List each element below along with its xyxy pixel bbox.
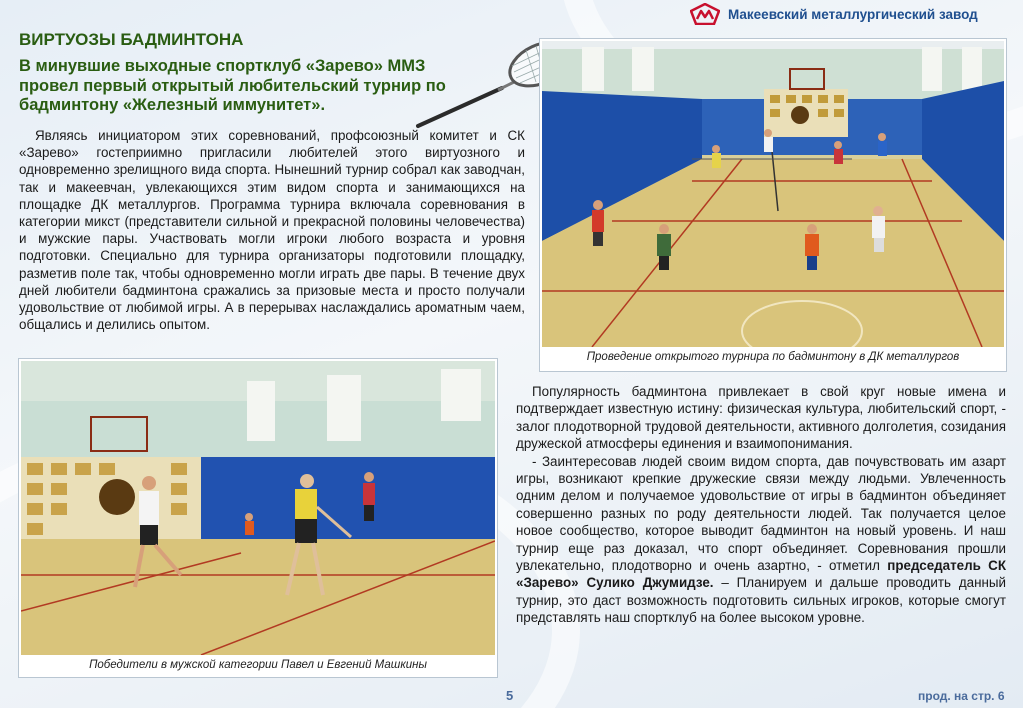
photo-caption-bottom: Победители в мужской категории Павел и Евгений Машкины [89, 659, 427, 671]
quote-ending: – Планируем и дальше проводить данный турнир, это даст возможность подготовить сильных игроков, которые смогут представлять наш спортклуб на более высоком уровне. [516, 575, 1006, 626]
photo-tournament [539, 38, 1007, 372]
quote-author: председатель СК «Зарево» Сулико Джумидзе. [516, 558, 1007, 591]
page-number: 5 [506, 688, 514, 703]
winners-court-photo [21, 361, 495, 655]
company-name: Макеевский металлургический завод [728, 6, 978, 22]
continued-link[interactable]: прод. на стр. 6 [918, 689, 1005, 703]
quote-text: - Заинтересовав людей своим видом спорта, дав почувствовать им азарт игры, возникают крепкие дружеские связи между людьми. Увлеченность одним делом и получаемое удовольствие от игры в бадминтон объединяет совершенно разных по роду деятельности людей. Так получается целое новое сообщество, которое выводит бадминтон на новый уровень. И наш турнир еще раз доказал, что спорт объединяет. Соревнования прошли увлекательно, плодотворно и очень азартно, - отметил [516, 453, 1006, 574]
section-title: ВИРТУОЗЫ БАДМИНТОНА [19, 30, 244, 49]
paragraph-popularity: Популярность бадминтона привлекает в свой круг новые имена и подтверждает известную истину: физическая культура, любительский спорт, - залог плодотворной трудовой деятельности, активного долголетия, созидания дружеской атмосферы единения и взаимопонимания. [516, 384, 1006, 452]
lead-paragraph [19, 127, 525, 333]
photo-caption-top: Проведение открытого турнира по бадминтону в ДК металлургов [586, 351, 960, 363]
article-continuation [516, 383, 1006, 627]
photo-winners [18, 358, 498, 678]
article-headline: В минувшие выходные спортклуб «Зарево» ММЗ провел первый открытый любительский турнир по бадминтону «Железный иммунитет». [19, 57, 446, 114]
company-logo [690, 3, 978, 25]
gym-court-photo [542, 41, 1004, 347]
paragraph-quote [516, 453, 1006, 627]
mmz-logo-icon [690, 3, 720, 25]
lead-text: Являясь инициатором этих соревнований, профсоюзный комитет и СК «Зарево» гостеприимно пригласили любителей этого виртуозного и одновременно зрелищного вида спорта. Нынешний турнир собрал как заводчан, так и макеевчан, увлекающихся этим видом спорта и занимающихся на площадке ДК металлургов. Программа турнира включала соревнования в категории микст (представители сильной и прекрасной половины человечества) и мужские пары. Участвовать могли игроки любого возраста и уровня подготовки. Специально для турнира организаторы подготовили площадку, разметив поле так, чтобы одновременно могли играть две пары. В течение двух дней любители бадминтона сражались за призовые места и просто получали удовольствие от любимой игры. А в перерывах наслаждались ароматным чаем, общались и делились опытом. [19, 128, 525, 333]
